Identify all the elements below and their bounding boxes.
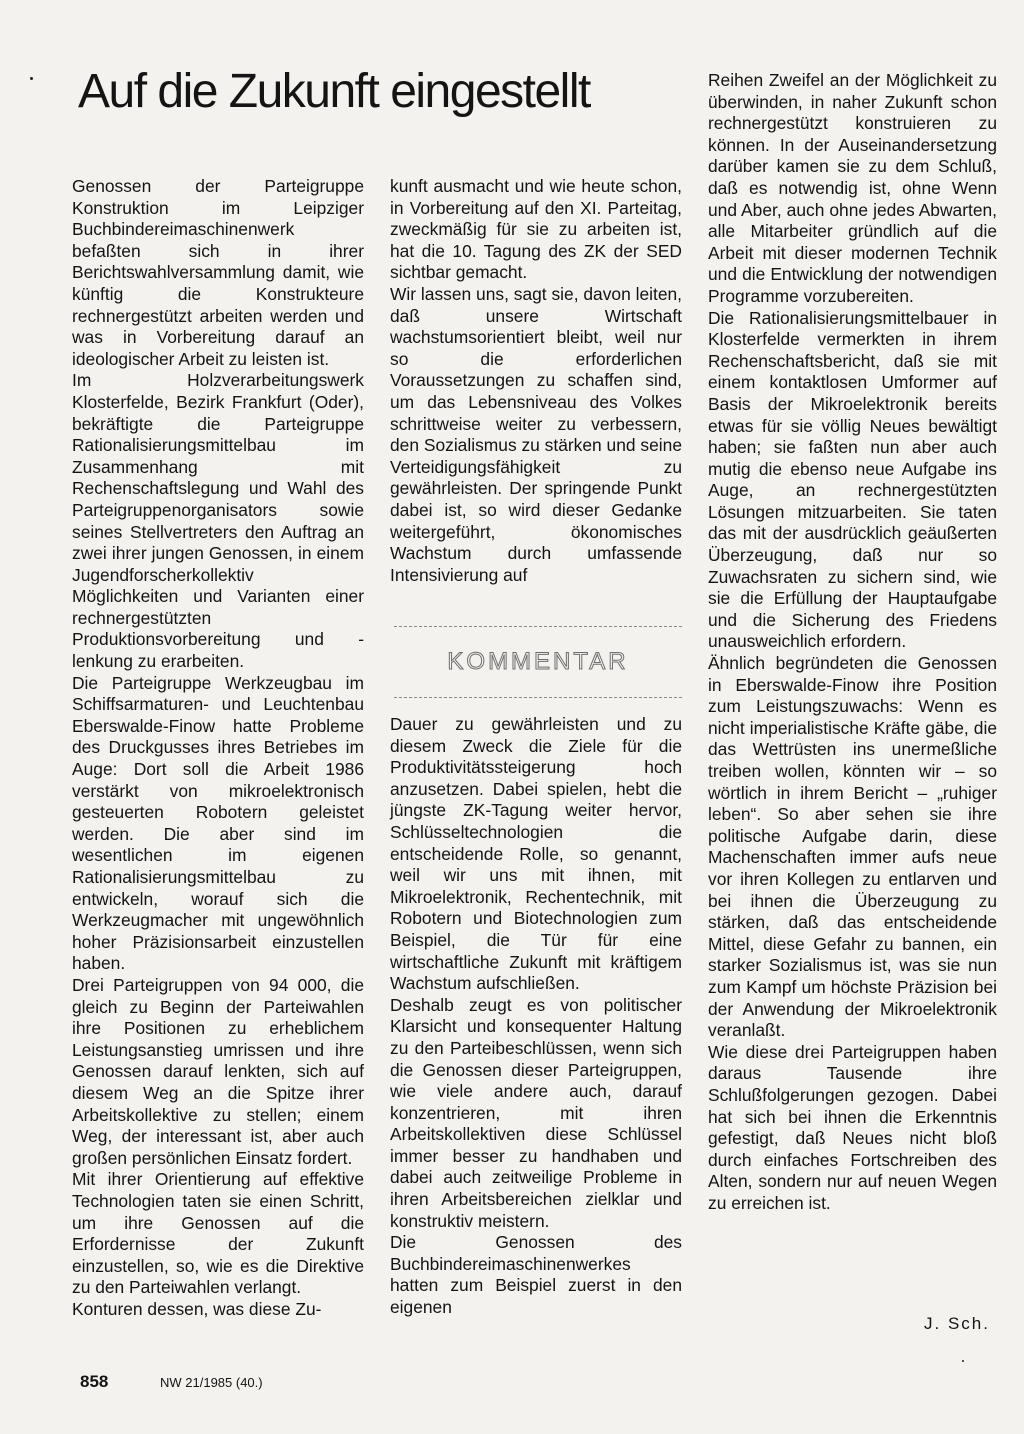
- article-column-2-bottom: [390, 714, 682, 1319]
- paragraph: Drei Parteigruppen von 94 000, die gleich zu Beginn der Parteiwahlen ihre Positionen zu erheblichem Leistungsanstieg umrissen und ihre Genossen darauf lenkten, sich auf diesem Weg an die Spitze ihrer Arbeitskollektive zu stellen; einem Weg, der interessant ist, aber auch großen persönlichen Einsatz fordert.: [72, 974, 364, 1168]
- paragraph: Die Genossen des Buchbindereimaschinenwerkes hatten zum Beispiel zuerst in den eigenen: [390, 1232, 682, 1318]
- kommentar-label: KOMMENTAR: [447, 648, 629, 675]
- paragraph: Konturen dessen, was diese Zu-: [72, 1298, 322, 1319]
- headline: Auf die Zukunft eingestellt: [78, 65, 590, 118]
- paragraph: Reihen Zweifel an der Möglichkeit zu überwinden, in naher Zukunft schon rechnergestützt konstruieren zu können. In der Auseinandersetzung darüber kamen sie zu dem Schluß, daß es notwendig ist, ohne Wenn und Aber, auch ohne jedes Abwarten, alle Mitarbeiter gründlich auf die Arbeit mit dieser modernen Technik und die Entwicklung der notwendigen Programme vorzubereiten.: [708, 70, 997, 306]
- article-column-1: [72, 176, 364, 1320]
- paragraph: Wie diese drei Parteigruppen haben daraus Tausende ihre Schlußfolgerungen gezogen. Dabei hat sich bei ihnen die Erkenntnis gefestigt, daß Neues nicht bloß durch einfaches Fortschreiben des Alten, sondern nur auf neuen Wegen zu erreichen ist.: [708, 1041, 997, 1213]
- author-signature: J. Sch.: [924, 1314, 990, 1333]
- paragraph: Dauer zu gewährleisten und zu diesem Zweck die Ziele für die Produktivitätssteigerung hoch anzusetzen. Dabei spielen, hebt die jüngste ZK-Tagung weiter hervor, Schlüsseltechnologien die entscheidende Rolle, so genannt, weil wir uns mit ihnen, mit Mikroelektronik, Rechentechnik, mit Robotern und Biotechnologien zum Beispiel, die Tür für eine wirtschaftliche Zukunft mit kräftigem Wachstum aufschließen.: [390, 714, 682, 994]
- paragraph: kunft ausmacht und wie heute schon, in Vorbereitung auf den XI. Parteitag, zweckmäßig für sie zu arbeiten ist, hat die 10. Tagung des ZK der SED sichtbar gemacht.: [390, 176, 682, 283]
- paragraph: Ähnlich begründeten die Genossen in Eberswalde-Finow ihre Position zum Leistungszuwachs: Wenn es nicht imperialistische Kräfte gäbe, die das Wettrüsten ins unermeßliche treiben wollen, könnten wir – so wörtlich in ihrem Bericht – „ruhiger leben“. So aber sehen sie ihre politische Aufgabe darin, diese Machenschaften immer aufs neue vor ihren Kollegen zu entlarven und bei ihnen die Überzeugung zu stärken, daß das entscheidende Mittel, diese Gefahr zu bannen, ein starker Sozialismus ist, was sie nun zum Kampf um höchste Präzision bei der Anwendung der Mikroelektronik veranlaßt.: [708, 653, 997, 1041]
- article-column-2-top: [390, 176, 682, 586]
- paragraph: Die Parteigruppe Werkzeugbau im Schiffsarmaturen- und Leuchtenbau Eberswalde-Finow hatte Probleme des Druckgusses ihres Betriebes im Auge: Dort soll die Arbeit 1986 verstärkt von mikroelektronisch gesteuerten Robotern geleistet werden. Die aber sind im wesentlichen im eigenen Rationalisierungsmittelbau zu entwickeln, worauf sich die Werkzeugmacher mit ungewöhnlich hoher Präzisionsarbeit einzustellen haben.: [72, 672, 364, 974]
- paragraph: Mit ihrer Orientierung auf effektive Technologien taten sie einen Schritt, um ihre Genossen auf die Erfordernisse der Zukunft einzustellen, so, wie es die Direktive zu den Parteiwahlen verlangt.: [72, 1169, 364, 1298]
- paragraph: Wir lassen uns, sagt sie, davon leiten, daß unsere Wirtschaft wachstumsorientiert bleibt, weil nur so die erforderlichen Voraussetzungen zu schaffen sind, um das Lebensniveau des Volkes schrittweise weiter zu verbessern, den Sozialismus zu stärken und seine Verteidigungsfähigkeit zu gewährleisten. Der springende Punkt dabei ist, so wird dieser Gedanke weitergeführt, ökonomisches Wachstum durch umfassende Intensivierung auf: [390, 283, 682, 585]
- paragraph: Deshalb zeugt es von politischer Klarsicht und konsequenter Haltung zu den Parteibeschlüssen, wenn sich die Genossen dieser Parteigruppen, wie viele andere auch, darauf konzentrieren, mit ihren Arbeitskollektiven diese Schlüssel immer besser zu handhaben und dabei auch zeitweilige Probleme in ihren Arbeitsbereichen zielklar und konstruktiv meistern.: [390, 994, 682, 1231]
- issue-reference: NW 21/1985 (40.): [160, 1375, 263, 1390]
- paragraph: Genossen der Parteigruppe Konstruktion im Leipziger Buchbindereimaschinenwerk befaßten sich in ihrer Berichtswahlversammlung damit, wie künftig die Konstrukteure rechnergestützt arbeiten werden und was in Vorbereitung darauf an ideologischer Arbeit zu leisten ist.: [72, 176, 364, 369]
- article-column-3: [708, 70, 997, 1214]
- kommentar-label-box: [394, 626, 682, 698]
- page-number: 858: [80, 1372, 109, 1391]
- paragraph: Im Holzverarbeitungswerk Klosterfelde, Bezirk Frankfurt (Oder), bekräftigte die Parteigruppe Rationalisierungsmittelbau im Zusammenhang mit Rechenschaftslegung und Wahl des Parteigruppenorganisators sowie seines Stellvertreters den Auftrag an zwei ihrer jungen Genossen, in einem Jugendforscherkollektiv Möglichkeiten und Varianten einer rechnergestützten Produktionsvorbereitung und -lenkung zu erarbeiten.: [72, 370, 364, 672]
- paragraph: Die Rationalisierungsmittelbauer in Klosterfelde vermerkten in ihrem Rechenschaftsbericht, daß sie mit einem kontaktlosen Umformer auf Basis der Mikroelektronik bereits etwas für sie völlig Neues bewältigt haben; sie faßten nun aber auch mutig die ebenso neue Aufgabe ins Auge, an rechnergestützten Lösungen mitzuarbeiten. Sie taten das mit der ausdrücklich geäußerten Überzeugung, daß nur so Zuwachsraten zu sichern sind, wie sie die Erfüllung der Hauptaufgabe und die Sicherung des Friedens unausweichlich erfordern.: [708, 307, 997, 652]
